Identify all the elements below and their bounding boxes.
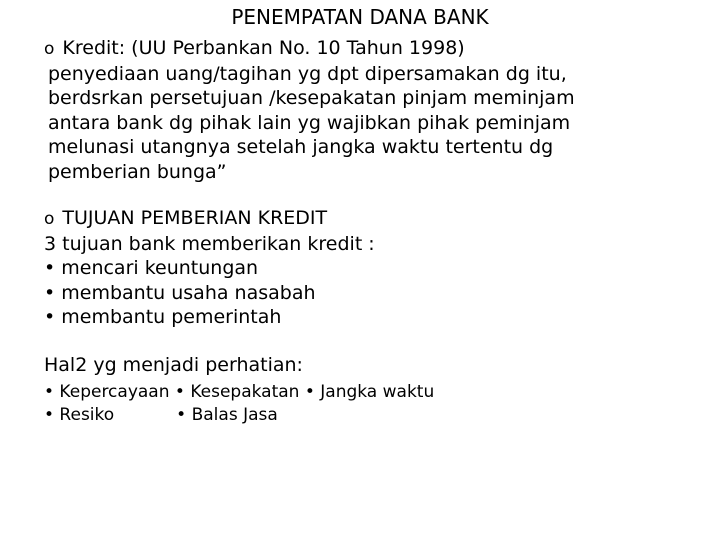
tujuan-heading: TUJUAN PEMBERIAN KREDIT: [62, 207, 328, 229]
tujuan-intro: 3 tujuan bank memberikan kredit :: [44, 232, 375, 255]
kredit-line: penyediaan uang/tagihan yg dpt dipersamakan dg itu,: [48, 62, 567, 85]
perhatian-section: [44, 353, 303, 378]
kredit-line: melunasi utangnya setelah jangka waktu tertentu dg: [48, 136, 554, 158]
kredit-line: berdsrkan persetujuan /kesepakatan pinjam meminjam: [48, 87, 575, 109]
kredit-heading: Kredit: (UU Perbankan No. 10 Tahun 1998): [62, 37, 465, 59]
tujuan-item: • mencari keuntungan: [44, 257, 259, 279]
slide-title-text: PENEMPATAN DANA BANK: [231, 5, 489, 29]
kredit-bullet: o: [44, 39, 55, 59]
kredit-heading-line: [44, 36, 575, 62]
slide-title: [0, 4, 720, 30]
kredit-line: antara bank dg pihak lain yg wajibkan pihak peminjam: [48, 111, 571, 134]
tujuan-section: [44, 206, 375, 330]
perhatian-row-2: [44, 404, 434, 427]
perhatian-item-balas-jasa: • Balas Jasa: [176, 405, 278, 425]
perhatian-row-1: • Kepercayaan • Kesepakatan • Jangka waktu: [44, 382, 435, 402]
kredit-line: pemberian bunga”: [48, 160, 227, 183]
perhatian-item-resiko: • Resiko: [44, 405, 115, 425]
kredit-section: [44, 36, 575, 184]
perhatian-list: [44, 381, 434, 427]
tujuan-item: • membantu usaha nasabah: [44, 281, 316, 304]
perhatian-heading: Hal2 yg menjadi perhatian:: [44, 354, 303, 376]
tujuan-bullet: o: [44, 209, 55, 229]
tujuan-heading-line: [44, 206, 375, 232]
tujuan-item: • membantu pemerintah: [44, 306, 282, 328]
